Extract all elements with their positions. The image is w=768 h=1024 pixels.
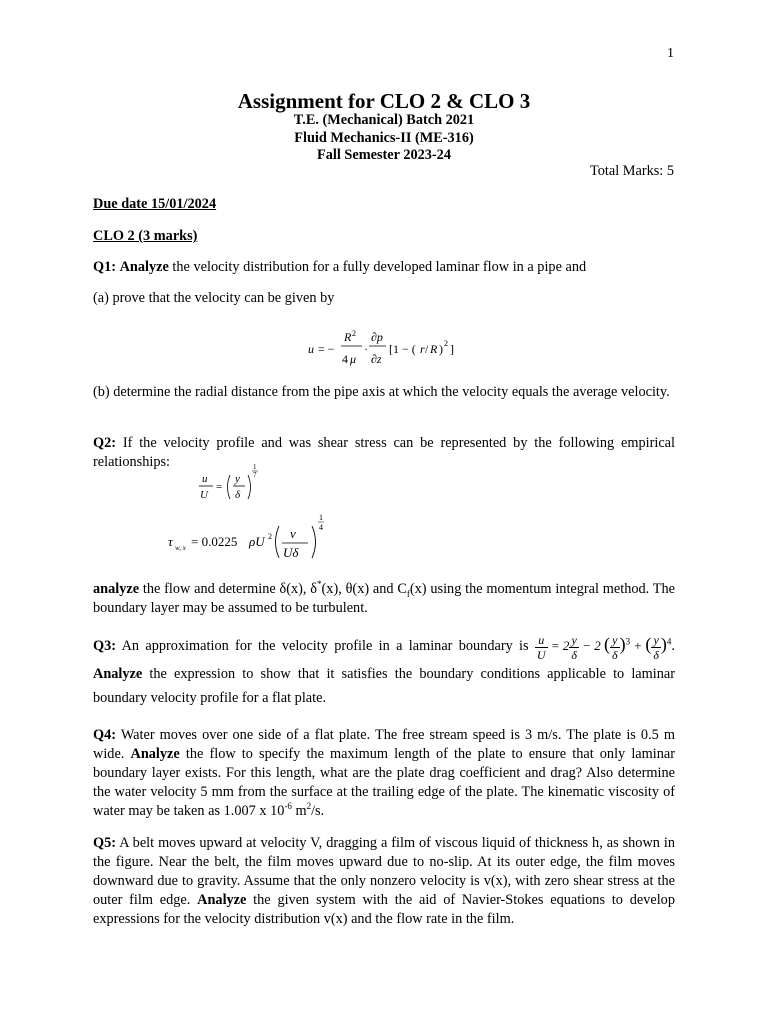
svg-text:U: U	[200, 489, 208, 501]
q2-shear-stress-equation	[166, 512, 336, 568]
svg-text:/: /	[425, 342, 429, 356]
due-date: Due date 15/01/2024	[93, 196, 217, 212]
svg-text:τ: τ	[168, 534, 173, 549]
svg-text:1: 1	[319, 513, 323, 522]
svg-text:[1 − (: [1 − (	[389, 342, 416, 356]
svg-text:R: R	[430, 342, 438, 356]
course-name: Fluid Mechanics-II (ME-316)	[294, 130, 474, 146]
svg-text:y: y	[235, 473, 240, 485]
svg-text:u: u	[308, 342, 314, 356]
q4-text: Q4: Water moves over one side of a flat plate. The free stream speed is 3 m/s. The plate is 0.5 m wide. Analyze the flow to specify the maximum length of the plate to ensure that only laminar boundary layer exists. For this length, what are the plate drag coefficient and drag? Also determine the water velocity 5 mm from the surface at the trailing edge of the plate. The kinematic viscosity of water may be taken as 1.007 x $10^{-6}$ $m^2/s$.	[93, 727, 675, 819]
svg-text:= −: = −	[318, 342, 335, 356]
svg-text:2: 2	[352, 330, 356, 338]
svg-text:R: R	[344, 330, 352, 344]
svg-text:4: 4	[319, 523, 323, 532]
svg-text:): )	[439, 342, 443, 356]
page-number: 1	[667, 46, 674, 61]
svg-text:∂z: ∂z	[371, 352, 382, 366]
q2-velocity-profile-equation	[195, 462, 275, 510]
q2-task: analyze the flow and determine δ(x), δ*(x), θ(x) and $C_f(x)$ using the momentum integral method. The boundary layer may be assumed to be turbulent.	[93, 579, 676, 616]
svg-text:∂p: ∂p	[371, 330, 383, 344]
svg-text:·: ·	[364, 342, 368, 356]
svg-text:1: 1	[253, 463, 257, 471]
q2-intro: Q2: If the velocity profile and was shear stress can be represented by the following empirical relationships:	[93, 435, 675, 470]
q3-profile-equation: $\frac{u}{U}$ = 2 $\frac{y}{\delta}$ − 2 ( $\frac{y}{\delta}$ )$^3$ + ( $\frac{y}{\delta}$ )$^4$	[536, 632, 672, 662]
svg-text:4: 4	[342, 352, 348, 366]
clo2-heading: CLO 2 (3 marks)	[93, 228, 198, 244]
total-marks: Total Marks: 5	[590, 163, 674, 179]
q1-part-a: (a) prove that the velocity can be given by	[93, 290, 335, 306]
svg-text:=: =	[216, 481, 223, 493]
q1-intro: Q1: Analyze the velocity distribution for a fully developed laminar flow in a pipe and	[93, 259, 587, 275]
q1-part-b: (b) determine the radial distance from the pipe axis at which the velocity equals the average velocity.	[93, 384, 670, 400]
svg-text:= 0.0225: = 0.0225	[191, 534, 238, 549]
svg-text:w, x: w, x	[175, 544, 186, 552]
svg-text:ν: ν	[290, 526, 296, 541]
svg-text:Uδ: Uδ	[283, 545, 299, 560]
svg-text:u: u	[202, 473, 208, 485]
svg-text:]: ]	[450, 342, 454, 356]
q1-velocity-equation	[308, 330, 468, 376]
svg-text:7: 7	[253, 471, 257, 479]
svg-text:μ: μ	[350, 352, 357, 366]
svg-text:2: 2	[444, 339, 448, 348]
svg-text:r: r	[420, 342, 425, 356]
svg-text:2: 2	[268, 532, 272, 541]
q5-text: Q5: A belt moves upward at velocity V, dragging a film of viscous liquid of thickness h, as shown in the figure. Near the belt, the film moves upward due to no-slip. At its outer edge, the film moves downward due to gravity. Assume that the only nonzero velocity is v(x), with zero shear stress at the outer film edge. Analyze the given system with the aid of Navier-Stokes equations to develop expressions for the velocity distribution v(x) and the flow rate in the film.	[93, 835, 675, 927]
semester: Fall Semester 2023-24	[317, 147, 451, 163]
svg-text:ρU: ρU	[249, 534, 265, 549]
svg-text:δ: δ	[235, 489, 241, 501]
q3-text: Q3: An approximation for the velocity profile in a laminar boundary is $\frac{u}{U}$ = 2 $\frac{y}{\delta}$ − 2 ( $\frac{y}{\delta}$ )$^3$ + ( $\frac{y}{\delta}$ )$^4$. Analyze the expression to show that it satisfies the boundary conditions applicable to laminar boundary velocity profile for a flat plate.	[93, 632, 675, 706]
page-title: Assignment for CLO 2 & CLO 3	[237, 89, 531, 113]
course-batch: T.E. (Mechanical) Batch 2021	[293, 112, 475, 128]
